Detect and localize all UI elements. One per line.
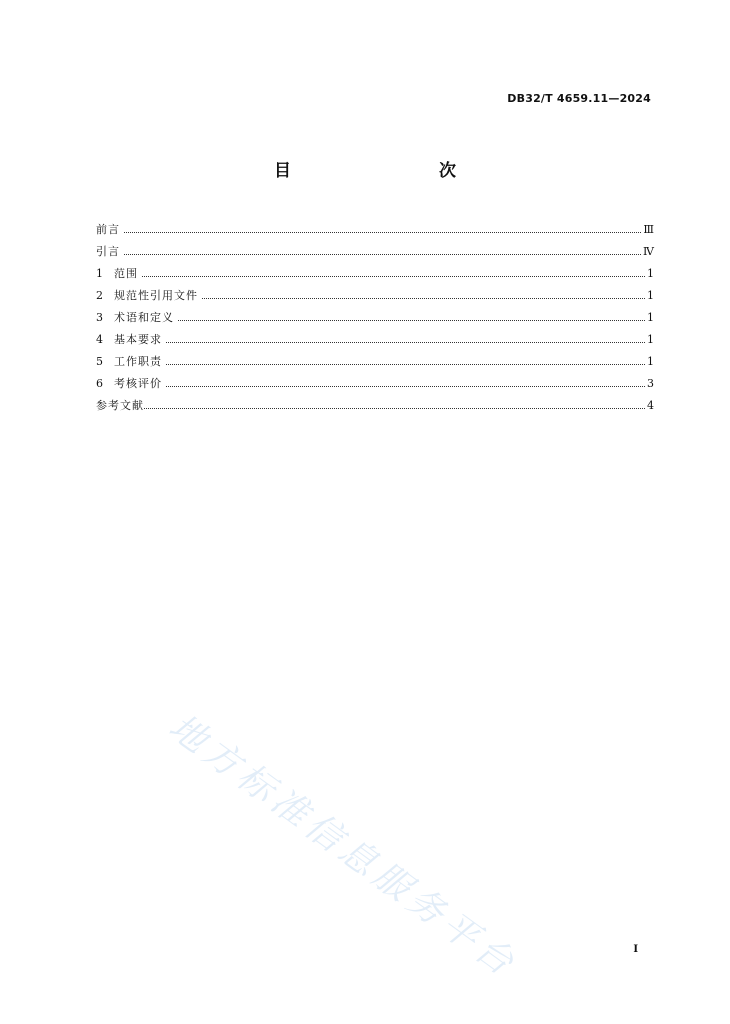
toc-entry-page: Ⅳ bbox=[643, 245, 654, 258]
toc-leader-dots bbox=[124, 253, 641, 255]
toc-entry-label: 基本要求 bbox=[114, 333, 162, 346]
toc-leader-dots bbox=[166, 385, 645, 387]
toc-leader-dots bbox=[144, 407, 645, 409]
toc-entry-normative-references[interactable] bbox=[96, 280, 654, 302]
toc-entry-label: 规范性引用文件 bbox=[114, 289, 198, 302]
toc-leader-dots bbox=[166, 341, 645, 343]
toc-leader-dots bbox=[202, 297, 645, 299]
toc-entry-page: 1 bbox=[647, 355, 654, 368]
toc-entry-page: 1 bbox=[647, 311, 654, 324]
toc-leader-dots bbox=[142, 275, 645, 277]
toc-entry-number: 1 bbox=[96, 267, 103, 280]
toc-entry-label: 术语和定义 bbox=[114, 311, 174, 324]
toc-title: 目 次 bbox=[274, 161, 494, 181]
toc-leader-dots bbox=[124, 231, 641, 233]
toc-entry-number: 5 bbox=[96, 355, 103, 368]
toc-entry-page: Ⅲ bbox=[643, 223, 654, 236]
page-number: I bbox=[633, 944, 638, 955]
toc-entry-basic-requirements[interactable] bbox=[96, 324, 654, 346]
toc-entry-page: 1 bbox=[647, 289, 654, 302]
toc-leader-dots bbox=[166, 363, 645, 365]
toc-entry-scope[interactable] bbox=[96, 258, 654, 280]
toc-entry-label: 参考文献 bbox=[96, 399, 144, 412]
toc-entry-label: 工作职责 bbox=[114, 355, 162, 368]
toc-entry-label: 前言 bbox=[96, 223, 120, 236]
toc-entry-foreword[interactable] bbox=[96, 214, 654, 236]
toc-entry-number: 4 bbox=[96, 333, 103, 346]
toc-entry-number: 6 bbox=[96, 377, 103, 390]
toc-entry-terms-definitions[interactable] bbox=[96, 302, 654, 324]
toc-entry-page: 4 bbox=[647, 399, 654, 412]
standard-code: DB32/T 4659.11—2024 bbox=[507, 92, 651, 105]
toc-entry-responsibilities[interactable] bbox=[96, 346, 654, 368]
toc-entry-assessment[interactable] bbox=[96, 368, 654, 390]
toc-entry-label: 考核评价 bbox=[114, 377, 162, 390]
toc-entry-label: 引言 bbox=[96, 245, 120, 258]
toc-entry-page: 1 bbox=[647, 333, 654, 346]
toc-entry-page: 3 bbox=[647, 377, 654, 390]
toc-entry-bibliography[interactable] bbox=[96, 390, 654, 412]
table-of-contents bbox=[96, 214, 654, 412]
toc-leader-dots bbox=[178, 319, 645, 321]
toc-entry-number: 3 bbox=[96, 311, 103, 324]
toc-entry-introduction[interactable] bbox=[96, 236, 654, 258]
toc-entry-number: 2 bbox=[96, 289, 103, 302]
toc-entry-label: 范围 bbox=[114, 267, 138, 280]
toc-entry-page: 1 bbox=[647, 267, 654, 280]
watermark: 地方标准信息服务平台 bbox=[161, 706, 526, 987]
